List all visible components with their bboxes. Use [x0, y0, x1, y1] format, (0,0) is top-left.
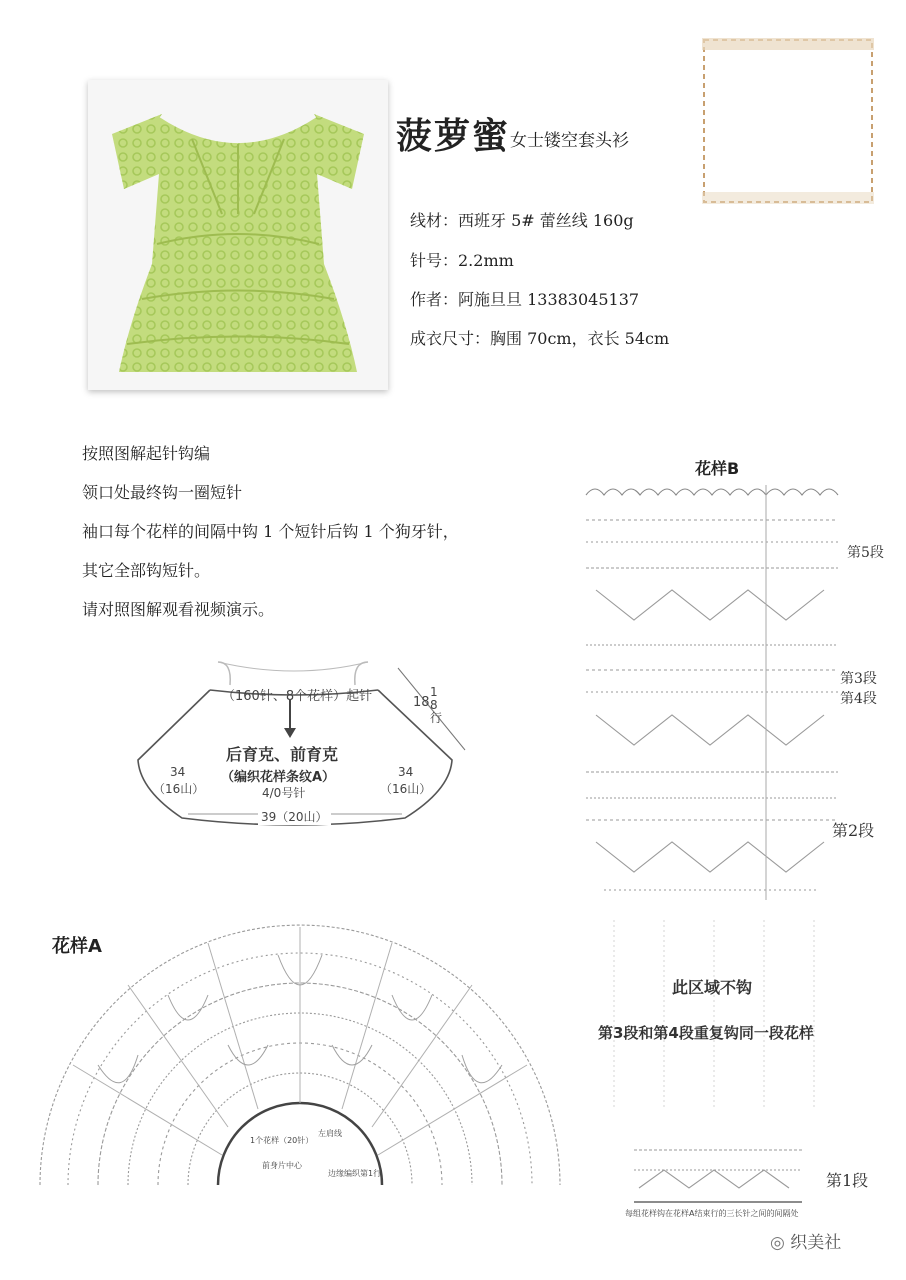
stamp-graphic	[700, 36, 876, 206]
pattern-b-chart	[584, 480, 842, 1210]
pattern-a-stitch-rays	[73, 927, 527, 1155]
watermark	[770, 1228, 841, 1253]
instruction-line: 按照图解起针钩编	[82, 444, 211, 463]
pattern-a-chart	[28, 915, 583, 1190]
instruction-line: 其它全部钩短针。	[82, 561, 211, 580]
garment-photo	[88, 80, 388, 390]
green-top-illustration	[102, 94, 374, 376]
yoke-height: 18	[413, 695, 430, 710]
pattern-b-repeat-note: 第3段和第4段重复钩同一段花样	[598, 1024, 814, 1042]
pattern-b-seg5: 第5段	[847, 545, 884, 561]
yoke-needle: 4/0号针	[262, 786, 306, 800]
pattern-a-label: 花样A	[52, 936, 102, 957]
watermark-text: 织美社	[790, 1233, 842, 1253]
yoke-right-side: 34	[398, 765, 414, 779]
wechat-icon: ◎	[770, 1233, 785, 1253]
pattern-b-skip-note: 此区域不钩	[672, 978, 753, 997]
pattern-b-seg2: 第2段	[832, 821, 875, 840]
pattern-a-start-note: 1个花样（20针）	[250, 1136, 314, 1145]
pattern-b-bottom-note: 每组花样钩在花样A结束行的三长针之间的间隔处	[625, 1209, 799, 1218]
yoke-bottom: 39（20山）	[258, 808, 331, 825]
pattern-a-center-note: 前身片中心	[262, 1161, 302, 1170]
instruction-line: 请对照图解观看视频演示。	[82, 600, 275, 619]
pattern-a-left-note: 左肩线	[318, 1129, 342, 1138]
yoke-title: 后育克、前育克	[226, 745, 339, 764]
pattern-a-edge-note: 边缘编织第1行	[328, 1169, 382, 1178]
instruction-line: 袖口每个花样的间隔中钩 1 个短针后钩 1 个狗牙针，	[82, 522, 459, 541]
instruction-line: 领口处最终钩一圈短针	[82, 483, 243, 502]
info-hook: 针号：2.2mm	[410, 251, 514, 270]
yoke-pattern: （编织花样条纹A）	[221, 770, 336, 785]
info-yarn: 线材：西班牙 5# 蕾丝线 160g	[410, 211, 634, 230]
pattern-b-seg1: 第1段	[826, 1171, 869, 1190]
info-author: 作者：阿施旦旦 13383045137	[410, 290, 640, 309]
pattern-b-base-rows	[634, 1150, 802, 1202]
yoke-left-side-sub: （16山）	[153, 782, 205, 796]
pattern-b-seg4: 第4段	[840, 691, 877, 707]
pattern-title: 菠萝蜜	[396, 115, 511, 157]
yoke-right-side-sub: （16山）	[380, 782, 432, 796]
corner-stamp	[700, 36, 876, 206]
yoke-left-side: 34	[170, 765, 186, 779]
pattern-b-skipped-area	[614, 920, 814, 1110]
pattern-b-seg3: 第3段	[840, 671, 877, 687]
yoke-rows: 18行	[430, 685, 443, 725]
pattern-subtitle: 女士镂空套头衫	[510, 131, 629, 151]
info-size: 成衣尺寸：胸围 70cm，衣长 54cm	[410, 329, 670, 348]
pattern-b-label: 花样B	[695, 459, 740, 478]
yoke-start-label: （160针、8个花样）起针	[222, 689, 373, 704]
